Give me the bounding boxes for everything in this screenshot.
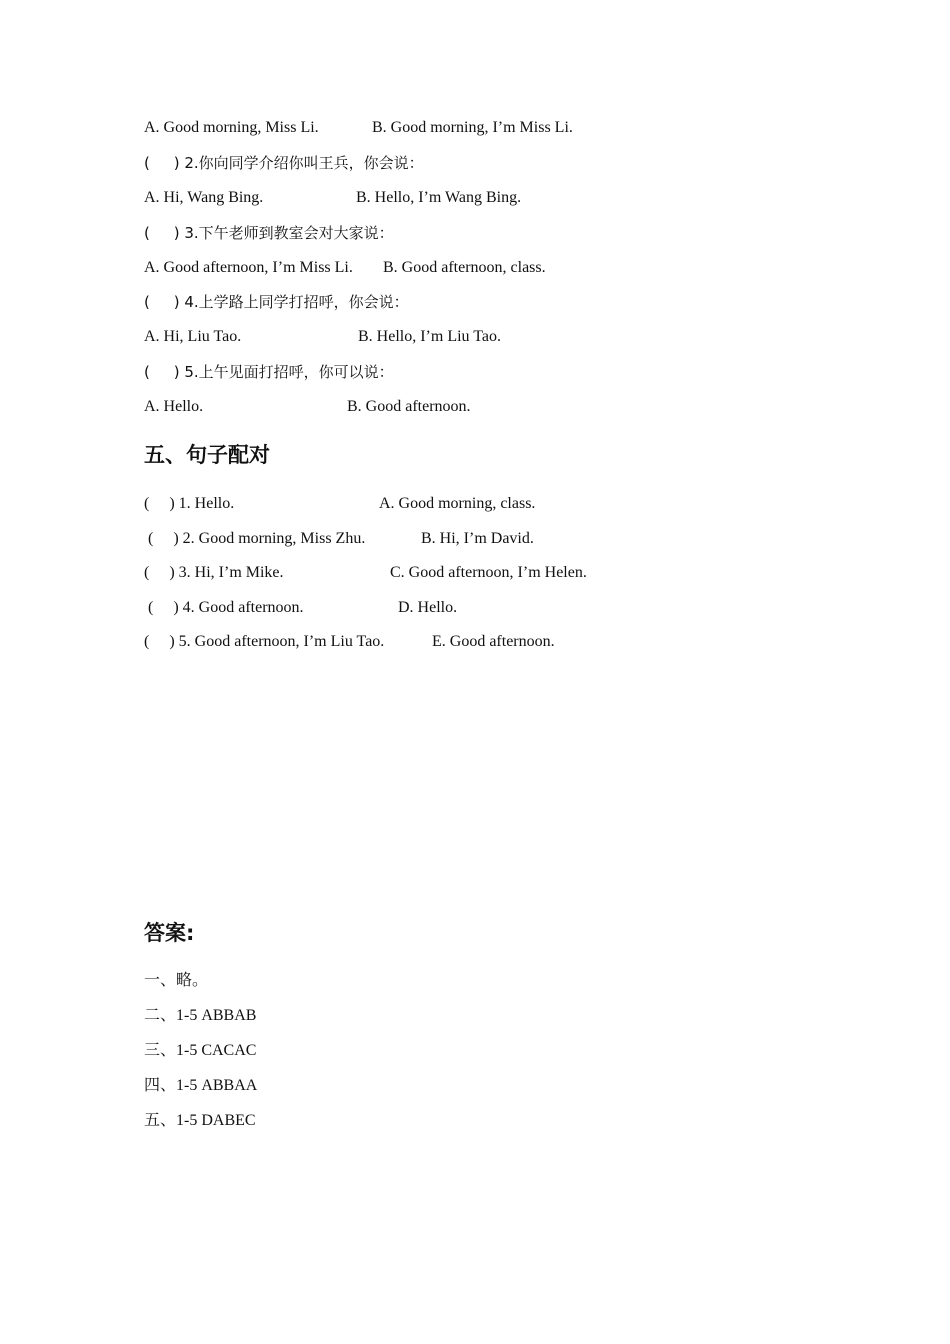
q3-option-a: A. Good afternoon, I’m Miss Li.	[144, 259, 353, 276]
q5-option-a: A. Hello.	[144, 398, 204, 415]
q2-option-b: B. Hello, I’m Wang Bing.	[356, 189, 522, 206]
q2-option-a: A. Hi, Wang Bing.	[144, 189, 264, 206]
answer-line-1: 一、略。	[144, 972, 209, 989]
match-left-2: ( ) 2. Good morning, Miss Zhu.	[144, 530, 366, 547]
question-4: ( ) 4.上学路上同学打招呼，你会说：	[144, 293, 409, 311]
match-right-d: D. Hello.	[398, 599, 458, 616]
answer-line-2: 二、1-5 ABBAB	[144, 1007, 257, 1024]
match-right-a: A. Good morning, class.	[379, 495, 536, 512]
question-2: ( ) 2.你向同学介绍你叫王兵，你会说：	[144, 154, 424, 172]
question-5: ( ) 5.上午见面打招呼，你可以说：	[144, 363, 394, 381]
q1-option-b: B. Good morning, I’m Miss Li.	[372, 119, 573, 136]
match-right-e: E. Good afternoon.	[432, 633, 555, 650]
match-left-4: ( ) 4. Good afternoon.	[144, 599, 304, 616]
answer-line-5: 五、1-5 DABEC	[144, 1112, 256, 1129]
q4-option-a: A. Hi, Liu Tao.	[144, 328, 242, 345]
q4-option-b: B. Hello, I’m Liu Tao.	[358, 328, 502, 345]
answer-line-4: 四、1-5 ABBAA	[144, 1077, 258, 1094]
q1-option-a: A. Good morning, Miss Li.	[144, 119, 319, 136]
match-right-c: C. Good afternoon, I’m Helen.	[390, 564, 587, 581]
answers-title: 答案:	[144, 921, 195, 945]
answer-line-3: 三、1-5 CACAC	[144, 1042, 257, 1059]
q5-option-b: B. Good afternoon.	[347, 398, 471, 415]
section-5-title: 五、句子配对	[144, 443, 270, 467]
match-right-b: B. Hi, I’m David.	[421, 530, 534, 547]
q3-option-b: B. Good afternoon, class.	[383, 259, 546, 276]
match-left-5: ( ) 5. Good afternoon, I’m Liu Tao.	[144, 633, 385, 650]
match-left-3: ( ) 3. Hi, I’m Mike.	[144, 564, 284, 581]
match-left-1: ( ) 1. Hello.	[144, 495, 235, 512]
question-3: ( ) 3.下午老师到教室会对大家说：	[144, 224, 394, 242]
